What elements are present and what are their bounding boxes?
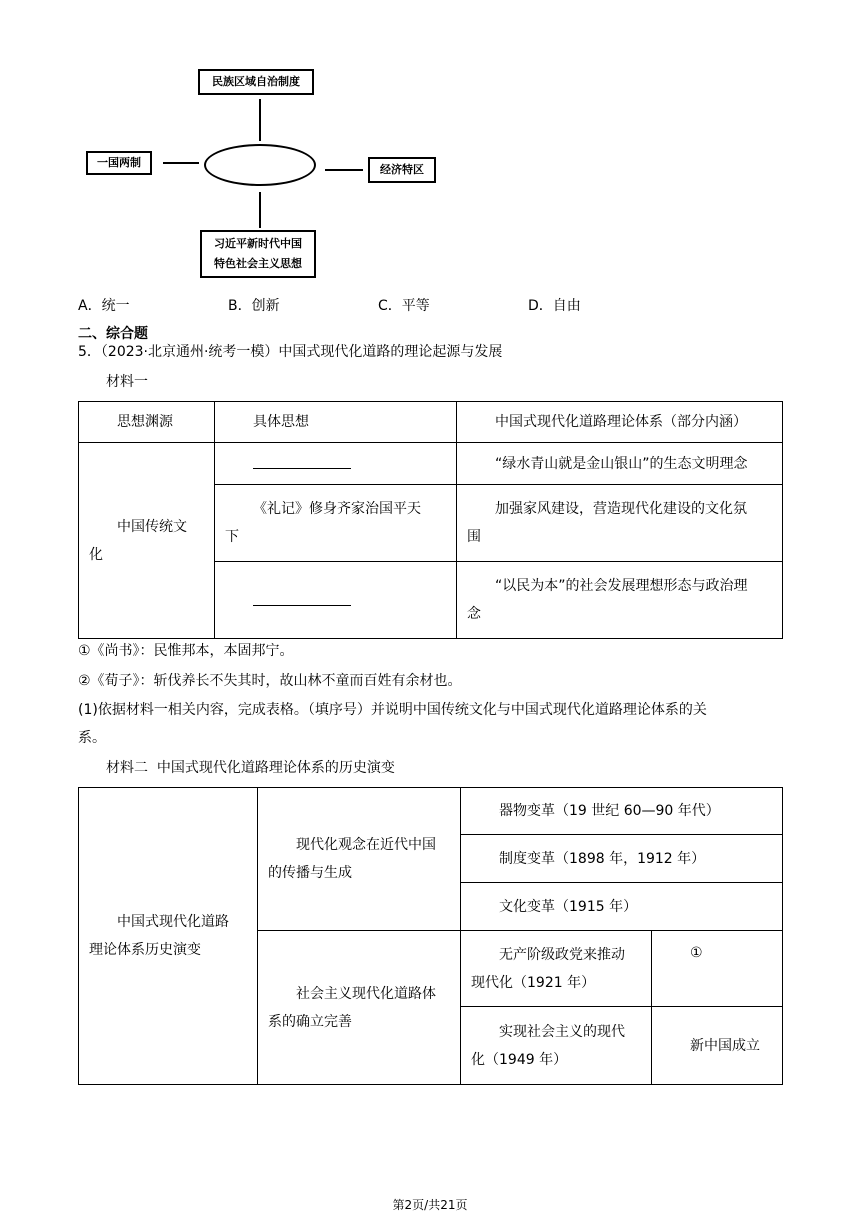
- table1-header-idea: 具体思想: [215, 402, 457, 443]
- diagram-bottom-line1: 习近平新时代中国: [214, 237, 302, 250]
- page-footer: 第2页/共21页: [392, 1198, 468, 1212]
- option-a: A．统一: [78, 298, 130, 314]
- table2-stage1-item-3: 文化变革（1915 年）: [461, 883, 783, 931]
- diagram-connector-left: [163, 162, 199, 164]
- table-material2: [78, 787, 783, 1085]
- table1-source-cell: 中国传统文 化: [79, 443, 215, 639]
- table2-stage1-item-2: 制度变革（1898 年，1912 年）: [461, 835, 783, 883]
- note-2: ②《荀子》：斩伐养长不失其时，故山林不童而百姓有余材也。: [78, 673, 462, 689]
- diagram-center-ellipse: [204, 144, 316, 186]
- diagram-bottom-line2: 特色社会主义思想: [214, 257, 302, 270]
- subquestion-1-line1: (1)依据材料一相关内容，完成表格。（填序号）并说明中国传统文化与中国式现代化道路理论体系的关: [78, 702, 707, 718]
- diagram-connector-right: [325, 169, 363, 171]
- option-c: C．平等: [378, 298, 430, 314]
- table2-stage1-cell: 现代化观念在近代中国 的传播与生成: [258, 788, 461, 931]
- table1-content-1: “绿水青山就是金山银山”的生态文明理念: [457, 443, 783, 485]
- diagram-connector-bottom: [259, 192, 261, 228]
- material2-label: 材料二 中国式现代化道路理论体系的历史演变: [106, 760, 395, 776]
- question-stem: 5．（2023·北京通州·统考一模）中国式现代化道路的理论起源与发展: [78, 344, 503, 360]
- diagram-top-box: 民族区域自治制度: [198, 69, 314, 95]
- table1-content-2: 加强家风建设，营造现代化建设的文化氛 围: [457, 485, 783, 562]
- subquestion-1-line2: 系。: [78, 730, 106, 746]
- material1-label: 材料一: [106, 374, 148, 390]
- diagram-bottom-box: [200, 230, 316, 278]
- table1-header-content: 中国式现代化道路理论体系（部分内涵）: [457, 402, 783, 443]
- table2-main-cell: 中国式现代化道路 理论体系历史演变: [79, 788, 258, 1085]
- section-title: 二、综合题: [78, 326, 148, 342]
- table2-stage2-event-2: 新中国成立: [652, 1007, 783, 1085]
- diagram-left-box: 一国两制: [86, 151, 152, 175]
- table1-idea-blank-3[interactable]: [215, 562, 457, 639]
- table2-stage2-event-1: ①: [652, 931, 783, 1007]
- fill-blank[interactable]: [253, 458, 351, 469]
- note-1: ①《尚书》：民惟邦本，本固邦宁。: [78, 643, 294, 659]
- table1-idea-2: 《礼记》修身齐家治国平天 下: [215, 485, 457, 562]
- table1-idea-blank-1[interactable]: [215, 443, 457, 485]
- option-b: B．创新: [228, 298, 280, 314]
- table2-stage1-item-1: 器物变革（19 世纪 60—90 年代）: [461, 788, 783, 835]
- table1-header-source: 思想渊源: [79, 402, 215, 443]
- table2-stage2-item-2: 实现社会主义的现代 化（1949 年）: [461, 1007, 652, 1085]
- table1-content-3: “以民为本”的社会发展理想形态与政治理 念: [457, 562, 783, 639]
- table2-stage2-cell: 社会主义现代化道路体 系的确立完善: [258, 931, 461, 1085]
- option-d: D．自由: [528, 298, 581, 314]
- fill-blank[interactable]: [253, 595, 351, 606]
- table-material1: [78, 401, 783, 639]
- diagram-connector-top: [259, 99, 261, 141]
- diagram-right-box: 经济特区: [368, 157, 436, 183]
- table2-stage2-item-1: 无产阶级政党来推动 现代化（1921 年）: [461, 931, 652, 1007]
